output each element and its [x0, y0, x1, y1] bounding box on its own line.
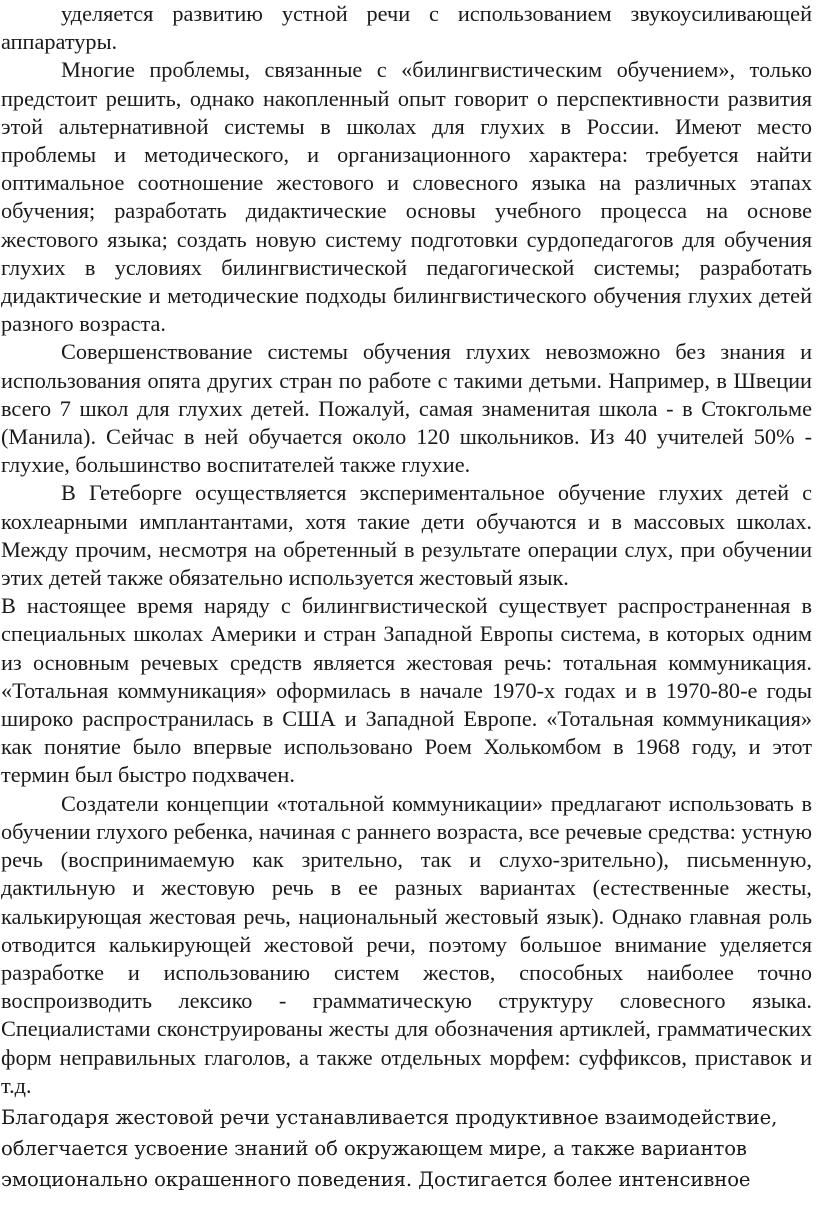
paragraph-sweden-experience: Совершенствование системы обучения глухих невозможно без знания и использования опята других стран по работе с такими детьми. Например, в Швеции всего 7 школ для глухих детей. Пожалуй, самая знаменитая школа - в Стокгольме (Манила). Сейчас в ней обучается около 120 школьников. Из 40 учителей 50% - глухие, большинство воспитателей также глухие.: [1, 339, 812, 478]
paragraph-closing: [1, 1102, 812, 1195]
paragraph-gothenburg: В Гетеборге осуществляется экспериментальное обучение глухих детей с кохлеарными имплантантами, хотя такие дети обучаются и в массовых школах. Между прочим, несмотря на обретенный в результате операции слух, при обучении этих детей также обязательно используется жестовый язык.: [1, 480, 812, 591]
paragraph-continuation: уделяется развитию устной речи с использованием звукоусиливающей аппаратуры.: [1, 1, 812, 55]
closing-line: облегчается усвоение знаний об окружающем мире, а также вариантов: [1, 1136, 747, 1160]
closing-line: эмоционально окрашенного поведения. Достигается более интенсивное: [1, 1167, 751, 1191]
paragraph-bilingual-problems: Многие проблемы, связанные с «билингвистическим обучением», только предстоит решить, однако накопленный опыт говорит о перспективности развития этой альтернативной системы в школах для глухих в России. Имеют место проблемы и методического, и организационного характера: требуется найти оптимальное соотношение жестового и словесного языка на различных этапах обучения; разработать дидактические основы учебного процесса на основе жестового языка; создать новую систему подготовки сурдопедагогов для обучения глухих в условиях билингвистической педагогической системы; разработать дидактические и методические подходы билингвистического обучения глухих детей разного возраста.: [1, 57, 812, 337]
paragraph-total-communication: В настоящее время наряду с билингвистической существует распространенная в специальных школах Америки и стран Западной Европы система, в которых одним из основным речевых средств является жестовая речь: тотальная коммуникация. «Тотальная коммуникация» оформилась в начале 1970-х годах и в 1970-80-е годы широко распространилась в США и Западной Европе. «Тотальная коммуникация» как понятие было впервые использовано Роем Холькомбом в 1968 году, и этот термин был быстро подхвачен.: [1, 593, 812, 788]
closing-line: Благодаря жестовой речи устанавливается продуктивное взаимодействие,: [1, 1105, 778, 1129]
paragraph-concept-creators: Создатели концепции «тотальной коммуникации» предлагают использовать в обучении глухого ребенка, начиная с раннего возраста, все речевые средства: устную речь (воспринимаемую как зрительно, так и слухо-зрительно), письменную, дактильную и жестовую речь в ее разных вариантах (естественные жесты, калькирующая жестовая речь, национальный жестовый язык). Однако главная роль отводится калькирующей жестовой речи, поэтому большое внимание уделяется разработке и использованию систем жестов, способных наиболее точно воспроизводить лексико - грамматическую структуру словесного языка. Специалистами сконструированы жесты для обозначения артиклей, грамматических форм неправильных глаголов, а также отдельных морфем: суффиксов, приставок и т.д.: [1, 790, 812, 1098]
